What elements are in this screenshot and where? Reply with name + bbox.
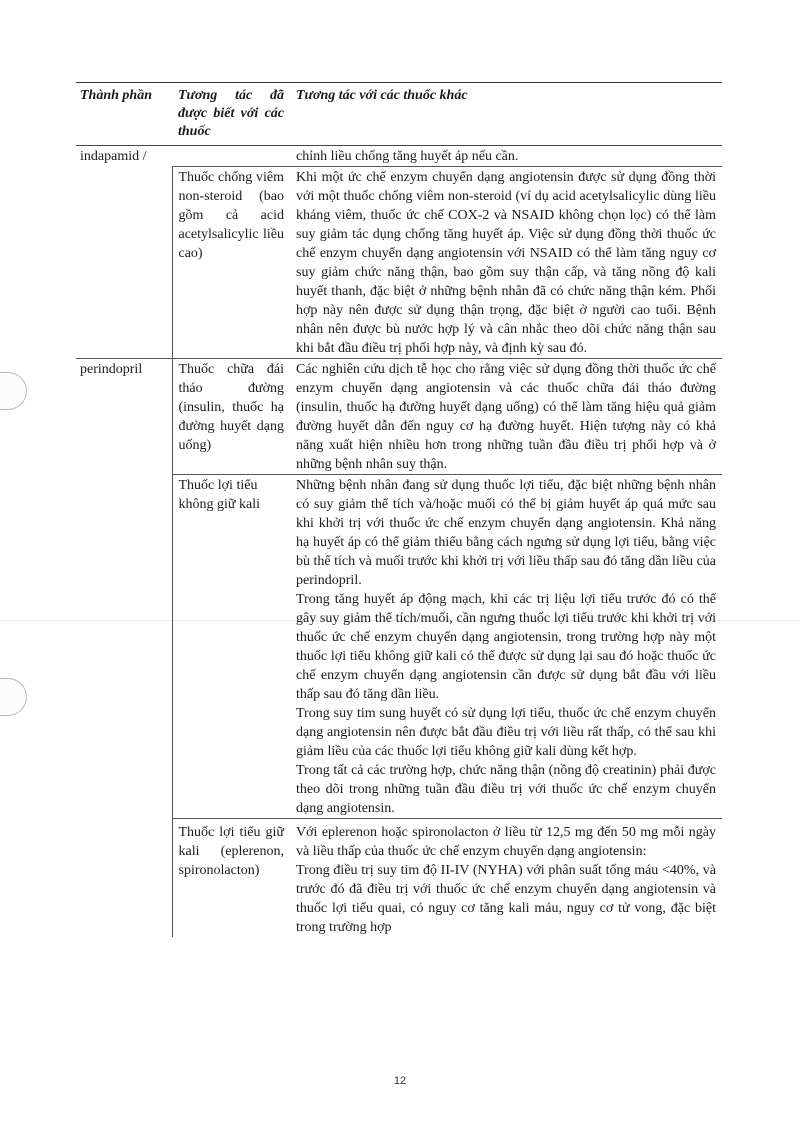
interaction-paragraph: Trong điều trị suy tim độ II-IV (NYHA) với phân suất tống máu <40%, và trước đó đã điều trị với thuốc ức chế enzym chuyển dạng angiotensin và thuốc lợi tiểu quai, có nguy cơ tăng kali máu, nguy cơ tử vong, đặc biệt trong trường hợp bbox=[296, 863, 716, 935]
header-component: Thành phần bbox=[76, 83, 172, 146]
interaction-cell bbox=[290, 475, 722, 819]
interaction-paragraph: Những bệnh nhân đang sử dụng thuốc lợi tiểu, đặc biệt những bệnh nhân có suy giảm thể tích và/hoặc muối có thể bị giảm huyết áp quá mức sau khi khởi trị với thuốc ức chế enzym chuyển dạng angiotensin. Khả năng hạ huyết áp có thể giảm thiểu bằng cách ngưng sử dụng lợi tiểu, bằng việc bù thể tích và muối trước khi khởi trị với liều thấp sau đó tăng dần liều của perindopril. bbox=[296, 478, 716, 588]
interaction-cell bbox=[290, 819, 722, 938]
table-row bbox=[76, 167, 722, 359]
interaction-paragraph: Trong suy tim sung huyết có sử dụng lợi tiểu, thuốc ức chế enzym chuyển dạng angiotensin nên được bắt đầu điều trị với liều rất thấp, có thể sau khi giảm liều của các thuốc lợi tiểu không giữ kali dùng kết hợp. bbox=[296, 706, 716, 759]
component-cell bbox=[76, 819, 172, 938]
component-cell: perindopril bbox=[76, 359, 172, 475]
interaction-paragraph: Trong tất cả các trường hợp, chức năng thận (nồng độ creatinin) phải được theo dõi trong những tuần đầu điều trị với thuốc ức chế enzym chuyển dạng angiotensin. bbox=[296, 763, 716, 816]
interaction-table bbox=[76, 82, 722, 937]
interaction-paragraph: Khi một ức chế enzym chuyển dạng angiotensin được sử dụng đồng thời với một thuốc chống viêm non-steroid (ví dụ acid acetylsalicylic dùng liều kháng viêm, thuốc ức chế COX-2 và NSAID không chọn lọc) có thể làm suy giảm tác dụng chống tăng huyết áp. Việc sử dụng đồng thời thuốc ức chế enzym chuyển dạng angiotensin với NSAID có thể làm tăng nguy cơ suy giảm chức năng thận, bao gồm suy thận cấp, và tăng nồng độ kali huyết thanh, đặc biệt ở những bệnh nhân đã có chức năng thận kém. Phối hợp này nên được sử dụng thận trọng, đặc biệt ở người cao tuổi. Bệnh nhân nên được bù nước hợp lý và cân nhắc theo dõi chức năng thận sau khi bắt đầu điều trị phối hợp này, và định kỳ sau đó. bbox=[296, 170, 716, 356]
interaction-table-container bbox=[76, 82, 722, 937]
table-row bbox=[76, 359, 722, 475]
component-cell bbox=[76, 475, 172, 819]
interaction-paragraph: chỉnh liều chống tăng huyết áp nếu cần. bbox=[296, 149, 519, 164]
punch-hole bbox=[0, 372, 27, 410]
header-known-interactions: Tương tác đã được biết với các thuốc bbox=[172, 83, 290, 146]
drug-cell: Thuốc lợi tiểu giữ kali (eplerenon, spironolacton) bbox=[172, 819, 290, 938]
punch-hole bbox=[0, 678, 27, 716]
component-cell bbox=[76, 167, 172, 359]
interaction-cell bbox=[290, 359, 722, 475]
interaction-paragraph: Với eplerenon hoặc spironolacton ở liều từ 12,5 mg đến 50 mg mỗi ngày và liều thấp của thuốc ức chế enzym chuyển dạng angiotensin: bbox=[296, 825, 716, 859]
drug-cell: Thuốc chống viêm non-steroid (bao gồm cả acid acetylsalicylic liều cao) bbox=[172, 167, 290, 359]
drug-cell: Thuốc chữa đái tháo đường (insulin, thuốc hạ đường huyết dạng uống) bbox=[172, 359, 290, 475]
table-row bbox=[76, 475, 722, 819]
header-other-interactions: Tương tác với các thuốc khác bbox=[290, 83, 722, 146]
interaction-paragraph: Các nghiên cứu dịch tễ học cho rằng việc sử dụng đồng thời thuốc ức chế enzym chuyển dạng angiotensin và các thuốc chữa đái tháo đường (insulin, thuốc hạ đường huyết dạng uống) có thể làm tăng hiệu quả giảm đường huyết dẫn đến nguy cơ hạ đường huyết. Hiện tượng này có khả năng xuất hiện nhiều hơn trong những tuần đầu điều trị phối hợp và ở những bệnh nhân suy thận. bbox=[296, 362, 716, 472]
table-row bbox=[76, 819, 722, 938]
component-cell: indapamid / bbox=[76, 146, 172, 167]
page-number: 12 bbox=[393, 1075, 407, 1087]
interaction-cell bbox=[290, 146, 722, 167]
interaction-paragraph: Trong tăng huyết áp động mạch, khi các trị liệu lợi tiểu trước đó có thể gây suy giảm thể tích/muối, cần ngưng thuốc lợi tiểu trước khi khởi trị với thuốc ức chế enzym chuyển dạng angiotensin, trong trường hợp này một thuốc lợi tiểu không giữ kali có thể được sử dụng lại sau đó hoặc thuốc ức chế enzym chuyển dạng angiotensin cần được sử dụng bắt đầu với liều thấp sau đó tăng dần liều. bbox=[296, 592, 716, 702]
table-row bbox=[76, 146, 722, 167]
drug-cell: Thuốc lợi tiểu không giữ kali bbox=[172, 475, 290, 819]
drug-cell bbox=[172, 146, 290, 167]
table-header-row bbox=[76, 83, 722, 146]
interaction-cell bbox=[290, 167, 722, 359]
